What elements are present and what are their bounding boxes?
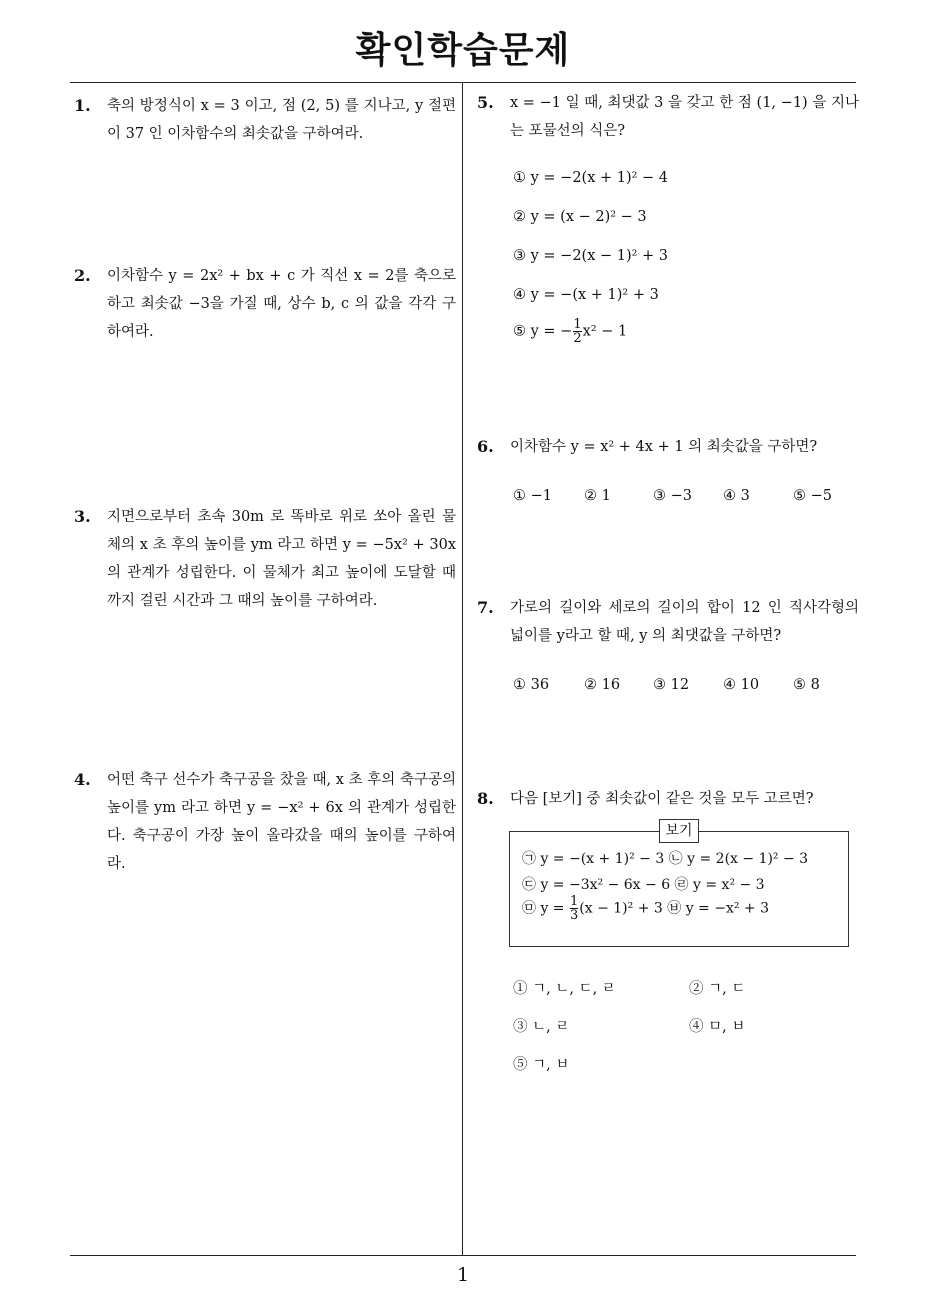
choice-4[interactable]: ④ 3 — [723, 488, 750, 504]
example-row-1: ㉠ y = −(x + 1)² − 3 ㉡ y = 2(x − 1)² − 3 — [522, 851, 809, 867]
choice-4[interactable]: ④ 10 — [723, 677, 760, 693]
bottom-rule — [70, 1255, 856, 1256]
page-number: 1 — [456, 1264, 470, 1286]
fraction-denominator: 3 — [570, 908, 579, 923]
question-number: 3. — [74, 507, 91, 526]
question-2 — [74, 262, 456, 346]
question-text: 가로의 길이와 세로의 길이의 합이 12 인 직사각형의 넓이를 y라고 할 때, y 의 최댓값을 구하면? — [510, 600, 859, 644]
question-number: 4. — [74, 770, 91, 789]
example-row-3-suffix: (x − 1)² + 3 ㉥ y = −x² + 3 — [579, 900, 770, 917]
choice-2[interactable]: ② 16 — [584, 677, 621, 693]
choice-3[interactable]: ③ y = −2(x − 1)² + 3 — [513, 248, 669, 264]
question-3 — [74, 503, 456, 615]
choice-5-suffix: x² − 1 — [582, 323, 628, 340]
question-text: 다음 [보기] 중 최솟값이 같은 것을 모두 고르면? — [510, 791, 814, 807]
question-8 — [477, 785, 859, 813]
question-text: 지면으로부터 초속 30m 로 똑바로 위로 쏘아 올린 물체의 x 초 후의 높이를 ym 라고 하면 y = −5x² + 30x 의 관계가 성립한다. 이 물체가 최고 높이에 도달할 때까지 걸린 시간과 그 때의 높이를 구하여라. — [107, 509, 456, 609]
question-text: 어떤 축구 선수가 축구공을 찼을 때, x 초 후의 축구공의 높이를 ym 라고 하면 y = −x² + 6x 의 관계가 성립한다. 축구공이 가장 높이 올라갔을 때의 높이를 구하여라. — [107, 772, 456, 872]
question-text: x = −1 일 때, 최댓값 3 을 갖고 한 점 (1, −1) 을 지나는 포물선의 식은? — [510, 95, 859, 139]
question-number: 7. — [477, 598, 494, 617]
choice-4[interactable]: ④ y = −(x + 1)² + 3 — [513, 287, 659, 303]
choice-4[interactable]: ④ ㅁ, ㅂ — [689, 1019, 746, 1035]
choice-1[interactable]: ① 36 — [513, 677, 550, 693]
question-number: 2. — [74, 266, 91, 285]
fraction-numerator: 1 — [573, 317, 582, 332]
choice-2[interactable]: ② ㄱ, ㄷ — [689, 981, 746, 997]
choice-1[interactable]: ① ㄱ, ㄴ, ㄷ, ㄹ — [513, 981, 616, 997]
choice-1[interactable]: ① −1 — [513, 488, 552, 504]
fraction-denominator: 2 — [573, 331, 582, 346]
question-number: 5. — [477, 93, 494, 112]
example-row-3 — [522, 895, 769, 922]
choice-3[interactable]: ③ −3 — [653, 488, 692, 504]
example-row-3-prefix: ㉤ y = — [522, 900, 569, 917]
question-7 — [477, 594, 859, 650]
example-box-label: 보기 — [659, 819, 699, 843]
question-text: 이차함수 y = x² + 4x + 1 의 최솟값을 구하면? — [510, 439, 818, 455]
choice-3[interactable]: ③ ㄴ, ㄹ — [513, 1019, 570, 1035]
column-divider — [462, 82, 463, 1256]
question-4 — [74, 766, 456, 878]
choice-3[interactable]: ③ 12 — [653, 677, 690, 693]
question-5 — [477, 89, 859, 145]
question-text: 이차함수 y = 2x² + bx + c 가 직선 x = 2를 축으로 하고 최솟값 −3을 가질 때, 상수 b, c 의 값을 각각 구하여라. — [107, 268, 456, 340]
choice-2[interactable]: ② y = (x − 2)² − 3 — [513, 209, 647, 225]
fraction — [573, 318, 581, 345]
question-6 — [477, 433, 859, 461]
choice-5[interactable]: ⑤ ㄱ, ㅂ — [513, 1057, 570, 1073]
choice-1[interactable]: ① y = −2(x + 1)² − 4 — [513, 170, 669, 186]
question-text: 축의 방정식이 x = 3 이고, 점 (2, 5) 를 지나고, y 절편이 37 인 이차함수의 최솟값을 구하여라. — [107, 98, 456, 142]
top-rule — [70, 82, 856, 83]
choice-5[interactable] — [513, 318, 627, 345]
question-number: 6. — [477, 437, 494, 456]
page-title: 확인학습문제 — [355, 30, 571, 71]
fraction-numerator: 1 — [570, 894, 579, 909]
question-1 — [74, 92, 456, 148]
choice-2[interactable]: ② 1 — [584, 488, 611, 504]
choice-5-prefix: ⑤ y = − — [513, 323, 573, 340]
question-number: 8. — [477, 789, 494, 808]
choice-5[interactable]: ⑤ 8 — [793, 677, 820, 693]
question-number: 1. — [74, 96, 91, 115]
fraction — [570, 895, 578, 922]
example-row-2: ㉢ y = −3x² − 6x − 6 ㉣ y = x² − 3 — [522, 877, 765, 893]
choice-5[interactable]: ⑤ −5 — [793, 488, 832, 504]
